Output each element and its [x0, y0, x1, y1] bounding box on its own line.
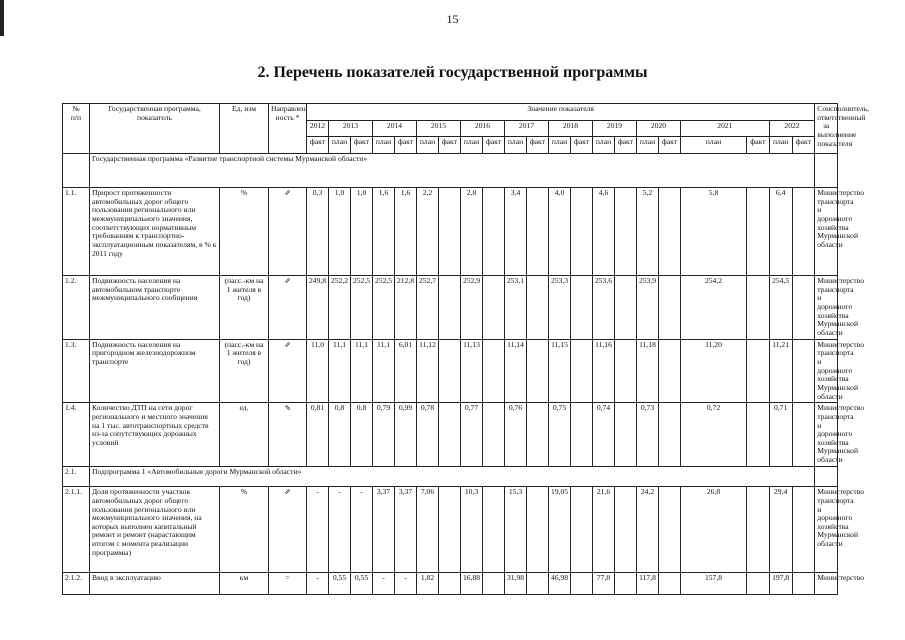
coexecutor: Министерство транспорта и дорожного хозяйства Мурманской области [815, 276, 838, 340]
coexecutor: Министерство транспорта и дорожного хозяйства Мурманской области [815, 487, 838, 573]
fact-subheader: факт [747, 137, 770, 154]
value-cell: - [307, 487, 329, 573]
indicator-unit: % [220, 487, 269, 573]
fact-subheader: факт [659, 137, 681, 154]
value-cell: 21,6 [593, 487, 615, 573]
value-cell [527, 573, 549, 595]
coexecutor: Министерство [815, 573, 838, 595]
value-cell: 26,8 [681, 487, 747, 573]
value-cell: 6,01 [395, 339, 417, 403]
page-number: 15 [446, 12, 459, 26]
value-cell [439, 487, 461, 573]
col-unit-header: Ед. изм [220, 104, 269, 154]
value-cell [571, 487, 593, 573]
value-cell: 252,5 [373, 276, 395, 340]
value-cell [792, 188, 815, 276]
value-cell: 15,3 [505, 487, 527, 573]
value-cell: 7,06 [417, 487, 439, 573]
value-cell: 11,15 [549, 339, 571, 403]
value-cell: 0,72 [681, 403, 747, 467]
value-cell [527, 339, 549, 403]
value-cell: 0,74 [593, 403, 615, 467]
value-cell: - [395, 573, 417, 595]
coexecutor: Министерство транспорта и дорожного хозяйства Мурманской области [815, 339, 838, 403]
value-cell: 1,6 [373, 188, 395, 276]
value-cell [483, 403, 505, 467]
value-cell [659, 403, 681, 467]
fact-subheader: факт [792, 137, 815, 154]
indicator-row [63, 188, 838, 276]
value-cell [659, 487, 681, 573]
year-header-2019: 2019 [593, 121, 637, 137]
value-cell: 11,16 [593, 339, 615, 403]
value-cell: 117,8 [637, 573, 659, 595]
year-header-2020: 2020 [637, 121, 681, 137]
indicator-number: 1.3. [63, 339, 90, 403]
value-cell [792, 276, 815, 340]
indicator-row [63, 276, 838, 340]
section-row [63, 154, 838, 188]
value-cell [659, 188, 681, 276]
direction-arrow-icon: ⇗ [269, 339, 307, 403]
value-cell: 253,9 [637, 276, 659, 340]
page-title: 2. Перечень показателей государственной программы [257, 64, 648, 81]
indicator-name: Ввод в эксплуатацию [90, 573, 220, 595]
value-cell: 252,5 [351, 276, 373, 340]
value-cell [483, 188, 505, 276]
coexecutor: Министерство транспорта и дорожного хозяйства Мурманской области [815, 188, 838, 276]
value-cell: 5,2 [637, 188, 659, 276]
values-group-header: Значение показателя [307, 104, 815, 121]
value-cell: 3,37 [373, 487, 395, 573]
indicator-unit: (пасс.-км на 1 жителя в год) [220, 276, 269, 340]
indicator-name: Подвижность населения на автомобильном транспорте межмуниципального сообщения [90, 276, 220, 340]
year-header-2015: 2015 [417, 121, 461, 137]
value-cell: 19,05 [549, 487, 571, 573]
plan-subheader: план [373, 137, 395, 154]
indicator-row [63, 339, 838, 403]
year-header-2018: 2018 [549, 121, 593, 137]
value-cell [439, 276, 461, 340]
section-title: Подпрограмма 1 «Автомобильные дороги Мурманской области» [90, 467, 815, 487]
section-title: Государственная программа «Развитие транспортной системы Мурманской области» [90, 154, 815, 188]
section-coexec-cell [815, 154, 838, 188]
value-cell: 252,2 [329, 276, 351, 340]
value-cell [483, 276, 505, 340]
value-cell [659, 339, 681, 403]
value-cell: 0,81 [307, 403, 329, 467]
col-coexec-header: Соисполнитель, ответственный за выполнение показателя [815, 104, 838, 154]
value-cell [439, 339, 461, 403]
value-cell: 0,75 [549, 403, 571, 467]
indicator-unit: % [220, 188, 269, 276]
value-cell: 11,14 [505, 339, 527, 403]
year-header-2014: 2014 [373, 121, 417, 137]
fact-subheader: факт [439, 137, 461, 154]
value-cell: 11,13 [461, 339, 483, 403]
value-cell [615, 573, 637, 595]
value-cell [571, 339, 593, 403]
plan-subheader: план [329, 137, 351, 154]
indicator-number: 2.1.2. [63, 573, 90, 595]
value-cell: 253,1 [505, 276, 527, 340]
value-cell [439, 573, 461, 595]
value-cell: 31,98 [505, 573, 527, 595]
value-cell [747, 188, 770, 276]
indicator-row [63, 573, 838, 595]
value-cell: 0,73 [637, 403, 659, 467]
value-cell [747, 573, 770, 595]
value-cell [747, 487, 770, 573]
value-cell: 4,0 [549, 188, 571, 276]
value-cell [571, 403, 593, 467]
value-cell [615, 339, 637, 403]
value-cell: 197,8 [769, 573, 792, 595]
indicator-unit: (пасс.-км на 1 жителя в год) [220, 339, 269, 403]
value-cell: 0,55 [351, 573, 373, 595]
plan-subheader: план [769, 137, 792, 154]
value-cell [439, 188, 461, 276]
fact-subheader: факт [483, 137, 505, 154]
value-cell: 5,8 [681, 188, 747, 276]
indicator-name: Количество ДТП на сети дорог регионального и местного значения на 1 тыс. автотранспортных средств из-за сопутствующих дорожных условий [90, 403, 220, 467]
value-cell: - [329, 487, 351, 573]
value-cell [659, 276, 681, 340]
value-cell [439, 403, 461, 467]
value-cell: 11,18 [637, 339, 659, 403]
value-cell [527, 276, 549, 340]
value-cell: 46,98 [549, 573, 571, 595]
fact-subheader: факт [571, 137, 593, 154]
year-header-2022: 2022 [769, 121, 815, 137]
value-cell: 252,7 [417, 276, 439, 340]
fact-subheader: факт [307, 137, 329, 154]
value-cell: - [307, 573, 329, 595]
section-row [63, 467, 838, 487]
indicator-row [63, 487, 838, 573]
col-direction-header: Направлен ность * [269, 104, 307, 154]
direction-arrow-icon: ⇘ [269, 403, 307, 467]
coexecutor: Министерство транспорта и дорожного хозяйства Мурманской области [815, 403, 838, 467]
value-cell: 1,6 [395, 188, 417, 276]
year-header-2021: 2021 [681, 121, 770, 137]
indicator-name: Прирост протяженности автомобильных дорог общего пользования регионального или межмуниципального значения, соответствующих нормативным требованиям к транспортно-эксплуатационным показателям, в % к 2011 году [90, 188, 220, 276]
plan-subheader: план [505, 137, 527, 154]
value-cell: 157,8 [681, 573, 747, 595]
value-cell: 0,76 [505, 403, 527, 467]
value-cell: 0,55 [329, 573, 351, 595]
fact-subheader: факт [395, 137, 417, 154]
value-cell: 254,2 [681, 276, 747, 340]
value-cell: 10,3 [461, 487, 483, 573]
value-cell [571, 276, 593, 340]
direction-arrow-icon: = [269, 573, 307, 595]
value-cell: 2,8 [461, 188, 483, 276]
year-header-2012: 2012 [307, 121, 329, 137]
col-num-header: № п/п [63, 104, 90, 154]
plan-subheader: план [637, 137, 659, 154]
section-number: 2.1. [63, 467, 90, 487]
value-cell: 0,3 [307, 188, 329, 276]
value-cell [527, 487, 549, 573]
value-cell [527, 188, 549, 276]
indicator-number: 1.2. [63, 276, 90, 340]
header-row-1 [63, 104, 838, 121]
indicator-number: 2.1.1. [63, 487, 90, 573]
fact-subheader: факт [351, 137, 373, 154]
value-cell [615, 276, 637, 340]
col-name-header: Государственная программа, показатель [90, 104, 220, 154]
value-cell: 11,1 [329, 339, 351, 403]
value-cell: 253,6 [593, 276, 615, 340]
value-cell: 212,8 [395, 276, 417, 340]
section-coexec-cell [815, 467, 838, 487]
value-cell [615, 188, 637, 276]
fact-subheader: факт [615, 137, 637, 154]
plan-subheader: план [417, 137, 439, 154]
value-cell: 0,8 [329, 403, 351, 467]
indicators-table [62, 103, 870, 595]
value-cell: 11,1 [373, 339, 395, 403]
year-header-2016: 2016 [461, 121, 505, 137]
value-cell: 11,1 [351, 339, 373, 403]
value-cell: 77,8 [593, 573, 615, 595]
year-header-2017: 2017 [505, 121, 549, 137]
value-cell: 11,0 [307, 339, 329, 403]
value-cell: - [373, 573, 395, 595]
value-cell [527, 403, 549, 467]
direction-arrow-icon: ⇗ [269, 276, 307, 340]
value-cell [792, 487, 815, 573]
indicator-number: 1.4. [63, 403, 90, 467]
value-cell: 16,88 [461, 573, 483, 595]
value-cell [571, 573, 593, 595]
value-cell [483, 339, 505, 403]
plan-subheader: план [681, 137, 747, 154]
value-cell: 0,8 [351, 403, 373, 467]
value-cell [747, 403, 770, 467]
value-cell: 252,9 [461, 276, 483, 340]
direction-arrow-icon: ⇗ [269, 487, 307, 573]
indicator-name: Подвижность населения на пригородном железнодорожном транспорте [90, 339, 220, 403]
value-cell: 11,12 [417, 339, 439, 403]
value-cell: 0,99 [395, 403, 417, 467]
value-cell [483, 573, 505, 595]
value-cell: 6,4 [769, 188, 792, 276]
value-cell [571, 188, 593, 276]
section-number [63, 154, 90, 188]
value-cell [615, 487, 637, 573]
plan-subheader: план [549, 137, 571, 154]
value-cell: 0,71 [769, 403, 792, 467]
indicator-number: 1.1. [63, 188, 90, 276]
value-cell: 249,8 [307, 276, 329, 340]
plan-subheader: план [461, 137, 483, 154]
indicator-name: Доля протяженности участков автомобильных дорог общего пользования регионального или межмуниципального значения, на которых выполнен капитальный ремонт и ремонт (нарастающим итогом с момента реализации программы) [90, 487, 220, 573]
direction-arrow-icon: ⇗ [269, 188, 307, 276]
indicator-unit: ед. [220, 403, 269, 467]
value-cell: 0,79 [373, 403, 395, 467]
value-cell: 254,5 [769, 276, 792, 340]
value-cell: 2,2 [417, 188, 439, 276]
value-cell [792, 339, 815, 403]
value-cell [792, 403, 815, 467]
value-cell: 0,78 [417, 403, 439, 467]
year-header-2013: 2013 [329, 121, 373, 137]
value-cell [659, 573, 681, 595]
value-cell: 24,2 [637, 487, 659, 573]
value-cell: 1,0 [329, 188, 351, 276]
value-cell: 253,3 [549, 276, 571, 340]
value-cell: 3,4 [505, 188, 527, 276]
value-cell [747, 339, 770, 403]
value-cell: 1,82 [417, 573, 439, 595]
indicator-row [63, 403, 838, 467]
value-cell: 29,4 [769, 487, 792, 573]
value-cell [615, 403, 637, 467]
value-cell: 3,37 [395, 487, 417, 573]
value-cell: 11,20 [681, 339, 747, 403]
value-cell [747, 276, 770, 340]
value-cell: 11,21 [769, 339, 792, 403]
plan-subheader: план [593, 137, 615, 154]
value-cell: - [351, 487, 373, 573]
value-cell [483, 487, 505, 573]
fact-subheader: факт [527, 137, 549, 154]
indicator-unit: км [220, 573, 269, 595]
value-cell: 0,77 [461, 403, 483, 467]
value-cell: 4,6 [593, 188, 615, 276]
value-cell [792, 573, 815, 595]
value-cell: 1,0 [351, 188, 373, 276]
